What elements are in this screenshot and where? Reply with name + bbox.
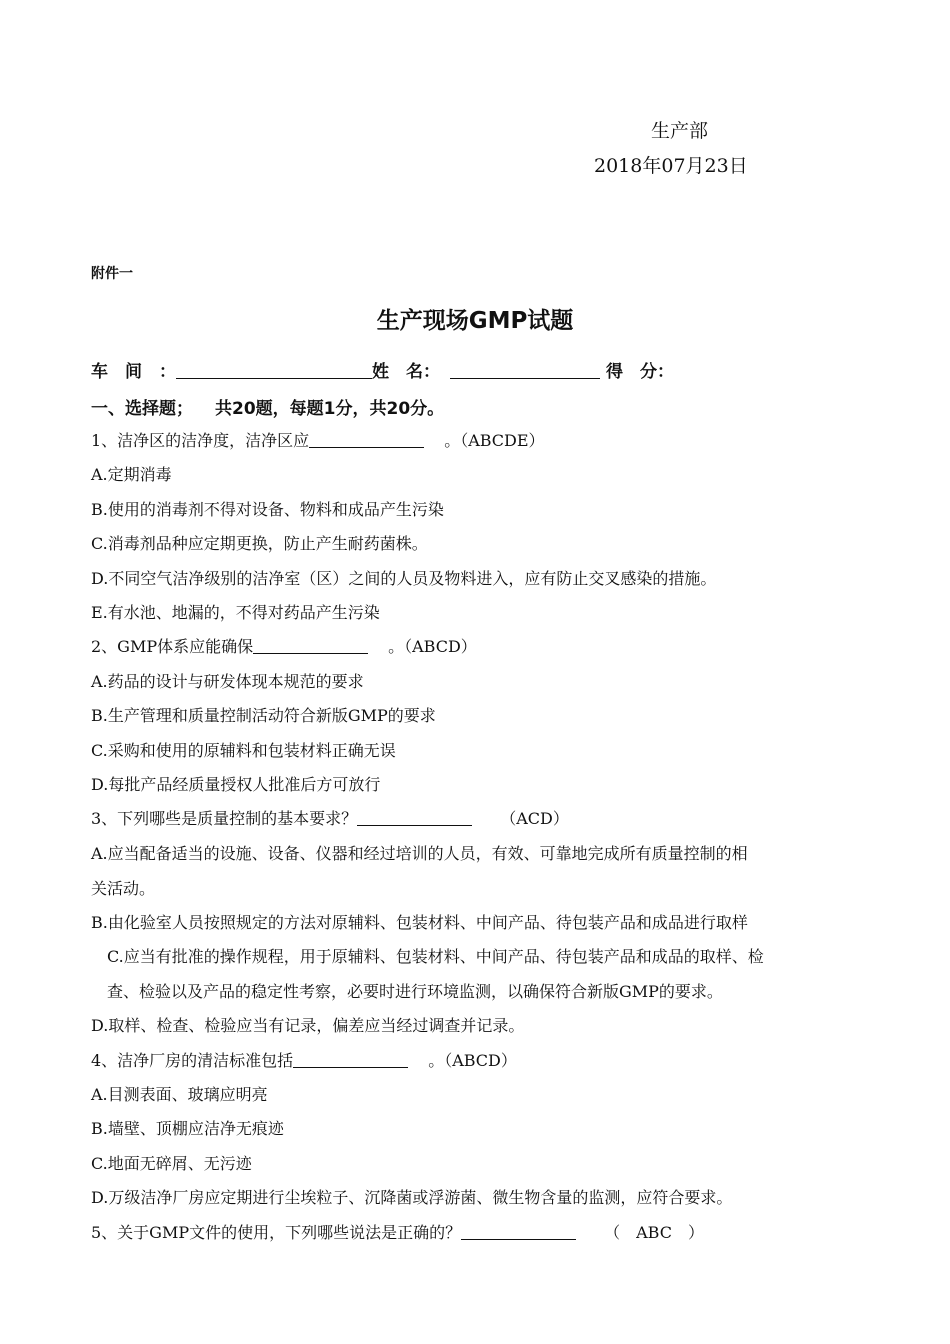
- option: D.万级洁净厂房应定期进行尘埃粒子、沉降菌或浮游菌、微生物含量的监测，应符合要求。: [91, 1188, 733, 1208]
- workshop-blank[interactable]: [176, 360, 372, 379]
- question-stem: 2、GMP体系应能确保: [91, 637, 254, 657]
- page-title: 生产现场GMP试题: [376, 308, 574, 334]
- option: D.每批产品经质量授权人批准后方可放行: [91, 774, 381, 794]
- option: B.由化验室人员按照规定的方法对原辅料、包装材料、中间产品、待包装产品和成品进行取样: [91, 913, 748, 933]
- question-3: [91, 806, 871, 840]
- score-label: 得 分：: [606, 362, 674, 382]
- option: D.取样、检查、检验应当有记录，偏差应当经过调查并记录。: [91, 1016, 525, 1036]
- answer-blank[interactable]: [357, 808, 472, 826]
- answer-key: （ ABC ）: [604, 1222, 704, 1242]
- question-stem: 3、下列哪些是质量控制的基本要求？: [91, 809, 358, 829]
- option: C.采购和使用的原辅料和包装材料正确无误: [91, 740, 396, 760]
- name-label: 姓 名：: [372, 362, 440, 382]
- option: B.使用的消毒剂不得对设备、物料和成品产生污染: [91, 499, 444, 519]
- option: A.应当配备适当的设施、设备、仪器和经过培训的人员，有效、可靠地完成所有质量控制的相: [91, 843, 748, 863]
- name-blank[interactable]: [450, 360, 600, 379]
- workshop-label: 车 间 ：: [91, 362, 176, 382]
- question-stem: 1、洁净区的洁净度，洁净区应: [91, 431, 310, 450]
- option: C.应当有批准的操作规程，用于原辅料、包装材料、中间产品、待包装产品和成品的取样、检: [107, 947, 764, 967]
- question-stem: 4、洁净厂房的清洁标准包括: [91, 1050, 294, 1070]
- answer-key: 。（ABCD）: [388, 637, 477, 657]
- option-continued: 关活动。: [91, 878, 156, 898]
- question-4: [91, 1048, 871, 1082]
- question-1: [91, 428, 871, 462]
- option: B.墙壁、顶棚应洁净无痕迹: [91, 1119, 284, 1139]
- option: A.目测表面、玻璃应明亮: [91, 1085, 268, 1105]
- option: D.不同空气洁净级别的洁净室（区）之间的人员及物料进入，应有防止交叉感染的措施。: [91, 568, 717, 588]
- option: B.生产管理和质量控制活动符合新版GMP的要求: [91, 706, 436, 726]
- signature-department: 生产部: [651, 120, 709, 142]
- signature-date: 2018年07月23日: [594, 155, 748, 177]
- answer-key: （ACD）: [500, 809, 569, 829]
- section-desc: 共20题，每题1分，共20分。: [215, 399, 445, 419]
- answer-blank[interactable]: [461, 1222, 576, 1240]
- option-continued: 查、检验以及产品的稳定性考察，必要时进行环境监测，以确保符合新版GMP的要求。: [107, 981, 723, 1001]
- option: C.地面无碎屑、无污迹: [91, 1153, 252, 1173]
- option: C.消毒剂品种应定期更换，防止产生耐药菌株。: [91, 534, 428, 554]
- section-heading: [91, 394, 444, 419]
- option: A.定期消毒: [91, 465, 172, 485]
- question-stem: 5、关于GMP文件的使用，下列哪些说法是正确的？: [91, 1222, 462, 1242]
- answer-blank[interactable]: [309, 430, 424, 448]
- option: E.有水池、地漏的，不得对药品产生污染: [91, 602, 380, 622]
- question-list: [91, 428, 871, 1254]
- option: A.药品的设计与研发体现本规范的要求: [91, 671, 364, 691]
- answer-key: 。（ABCDE）: [444, 431, 545, 450]
- attachment-label: 附件一: [91, 266, 133, 282]
- info-row: [91, 357, 674, 382]
- question-2: [91, 634, 871, 668]
- section-title: 一、选择题；: [91, 399, 193, 419]
- answer-blank[interactable]: [253, 636, 368, 654]
- answer-blank[interactable]: [293, 1050, 408, 1068]
- answer-key: 。（ABCD）: [428, 1050, 517, 1070]
- question-5: [91, 1220, 871, 1254]
